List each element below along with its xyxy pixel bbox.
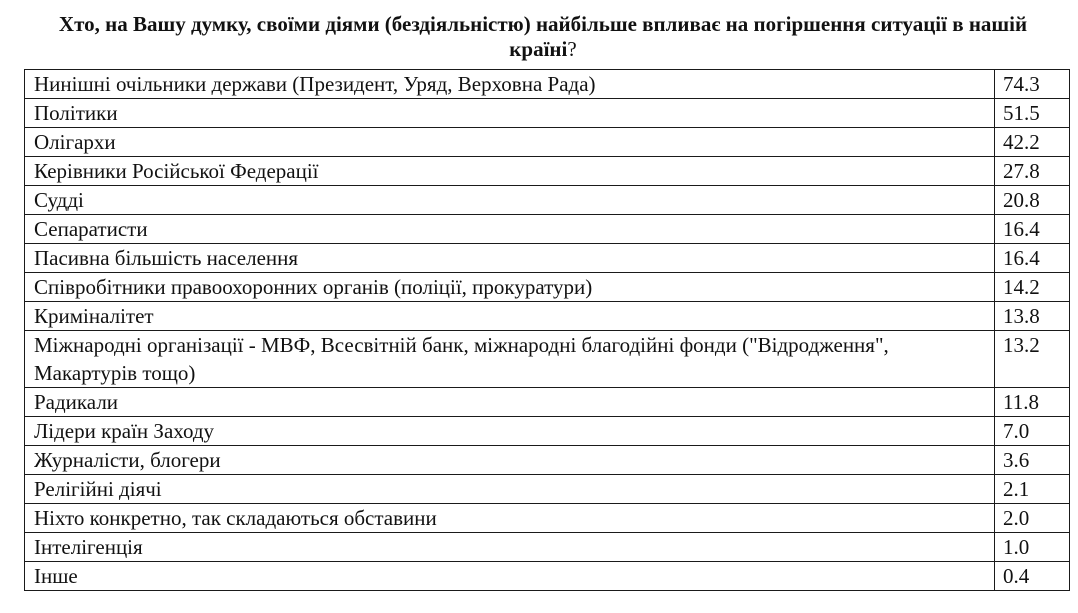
- row-value: 42.2: [995, 128, 1070, 157]
- table-title: [24, 12, 1062, 62]
- row-label: Керівники Російської Федерації: [25, 157, 995, 186]
- row-value: 27.8: [995, 157, 1070, 186]
- row-label: Журналісти, блогери: [25, 446, 995, 475]
- table-row: [25, 186, 1070, 215]
- table-row: [25, 157, 1070, 186]
- row-value: 51.5: [995, 99, 1070, 128]
- row-value: 13.8: [995, 302, 1070, 331]
- row-value: 74.3: [995, 70, 1070, 99]
- table-row: [25, 533, 1070, 562]
- row-value: 0.4: [995, 562, 1070, 591]
- table-row: [25, 273, 1070, 302]
- row-label: Інтелігенція: [25, 533, 995, 562]
- row-value: 3.6: [995, 446, 1070, 475]
- table-title-text: Хто, на Вашу думку, своїми діями (бездіяльністю) найбільше впливає на погіршення ситуації в нашій країні: [58, 12, 1028, 61]
- row-value: 2.1: [995, 475, 1070, 504]
- row-value: 11.8: [995, 388, 1070, 417]
- row-value: 16.4: [995, 244, 1070, 273]
- survey-table: [24, 69, 1070, 591]
- table-row: [25, 562, 1070, 591]
- table-row: [25, 331, 1070, 388]
- row-label: Співробітники правоохоронних органів (поліції, прокуратури): [25, 273, 995, 302]
- row-value: 16.4: [995, 215, 1070, 244]
- table-row: [25, 128, 1070, 157]
- table-row: [25, 446, 1070, 475]
- row-value: 2.0: [995, 504, 1070, 533]
- table-row: [25, 70, 1070, 99]
- table-row: [25, 302, 1070, 331]
- table-row: [25, 215, 1070, 244]
- table-row: [25, 417, 1070, 446]
- row-label: Інше: [25, 562, 995, 591]
- row-value: 13.2: [995, 331, 1070, 388]
- row-label: Судді: [25, 186, 995, 215]
- row-label: Олігархи: [25, 128, 995, 157]
- table-title-question-mark: ?: [567, 37, 577, 61]
- row-value: 1.0: [995, 533, 1070, 562]
- row-value: 7.0: [995, 417, 1070, 446]
- row-label: Міжнародні організації - МВФ, Всесвітній банк, міжнародні благодійні фонди ("Відродження", Макартурів тощо): [25, 331, 995, 388]
- row-label: Ніхто конкретно, так складаються обставини: [25, 504, 995, 533]
- row-label: Радикали: [25, 388, 995, 417]
- row-label: Криміналітет: [25, 302, 995, 331]
- table-row: [25, 504, 1070, 533]
- row-value: 14.2: [995, 273, 1070, 302]
- row-label: Нинішні очільники держави (Президент, Уряд, Верховна Рада): [25, 70, 995, 99]
- table-row: [25, 388, 1070, 417]
- row-label: Сепаратисти: [25, 215, 995, 244]
- row-label: Лідери країн Заходу: [25, 417, 995, 446]
- row-label: Релігійні діячі: [25, 475, 995, 504]
- table-row: [25, 99, 1070, 128]
- row-label: Політики: [25, 99, 995, 128]
- table-row: [25, 244, 1070, 273]
- survey-table-body: [25, 70, 1070, 591]
- row-value: 20.8: [995, 186, 1070, 215]
- table-row: [25, 475, 1070, 504]
- row-label: Пасивна більшість населення: [25, 244, 995, 273]
